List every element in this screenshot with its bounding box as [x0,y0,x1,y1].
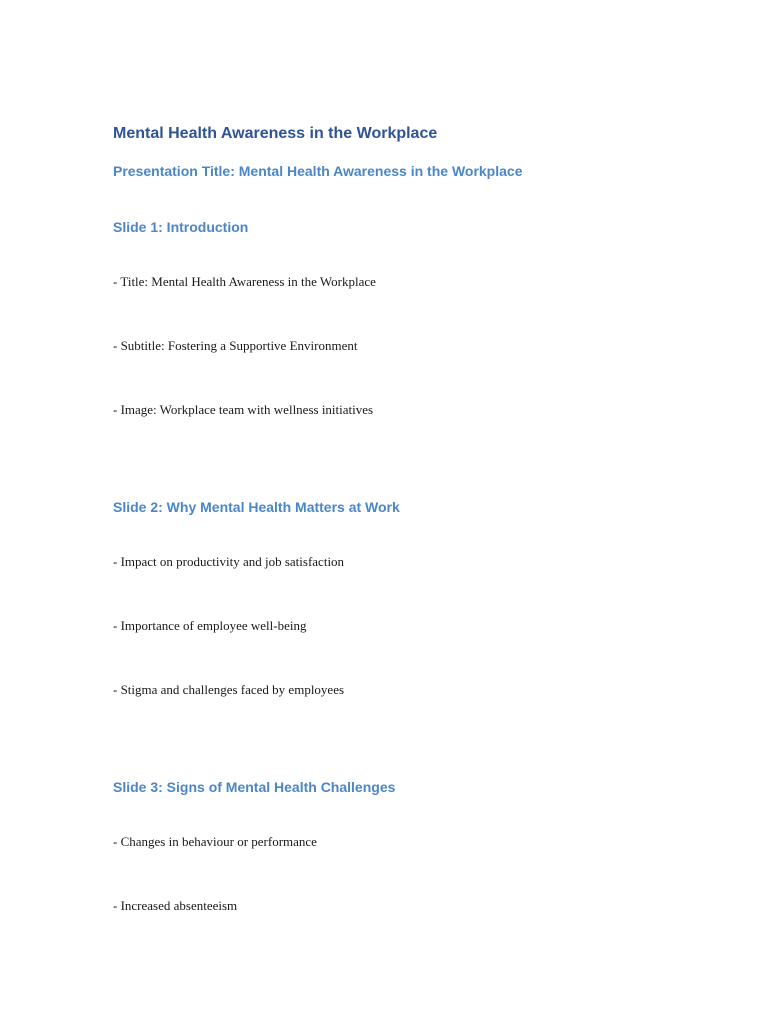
slide-3-bullet-1: - Changes in behaviour or performance [113,834,317,849]
slide-2-heading: Slide 2: Why Mental Health Matters at Work [113,499,400,515]
slide-3-bullet-2: - Increased absenteeism [113,898,238,913]
slide-1-bullet-1: - Title: Mental Health Awareness in the Workplace [113,274,376,289]
document-title: Mental Health Awareness in the Workplace [113,125,438,142]
slide-2-bullet-3: - Stigma and challenges faced by employees [113,682,345,697]
slide-1-bullet-2: - Subtitle: Fostering a Supportive Environment [113,338,358,353]
slide-1-heading: Slide 1: Introduction [113,219,249,235]
slide-1-bullet-3: - Image: Workplace team with wellness initiatives [113,402,374,417]
slide-3-heading: Slide 3: Signs of Mental Health Challenges [113,779,396,795]
slide-2-bullet-1: - Impact on productivity and job satisfaction [113,554,345,569]
presentation-title: Presentation Title: Mental Health Awareness in the Workplace [113,163,523,179]
slide-2-bullet-2: - Importance of employee well-being [113,618,307,633]
